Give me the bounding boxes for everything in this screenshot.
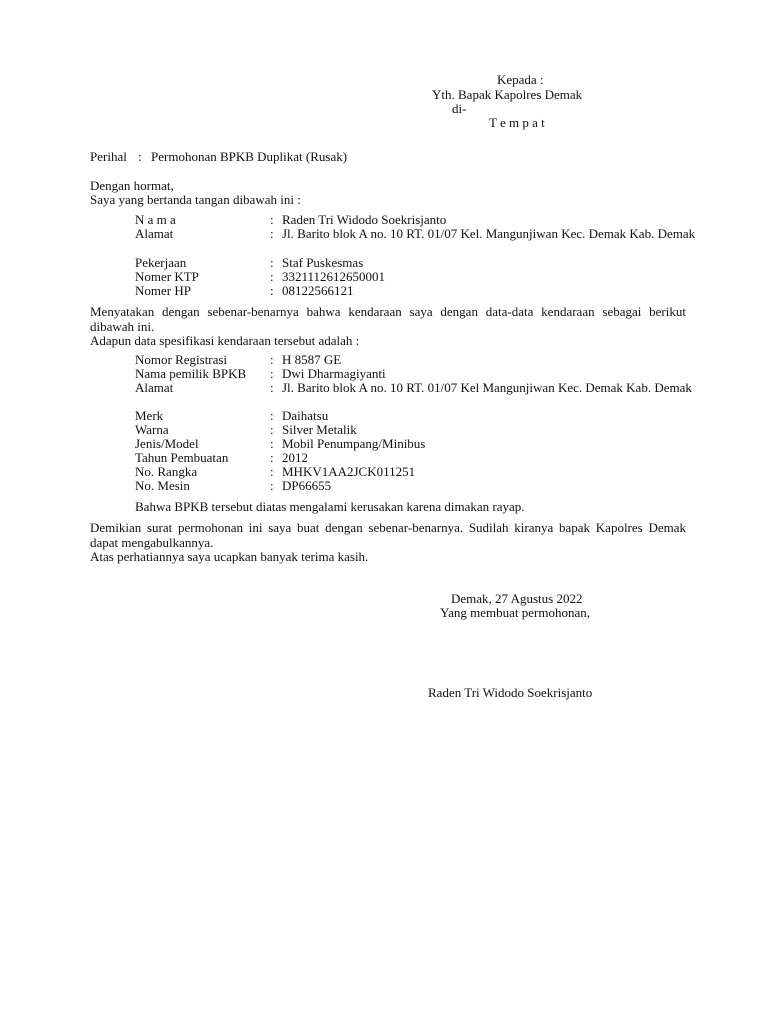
field-label: Pekerjaan — [135, 255, 187, 270]
field-colon: : — [270, 478, 274, 493]
field-value: Jl. Barito blok A no. 10 RT. 01/07 Kel. Mangunjiwan Kec. Demak Kab. Demak — [282, 226, 696, 241]
field-value: DP66655 — [282, 478, 332, 493]
field-value: Dwi Dharmagiyanti — [282, 366, 386, 381]
field-label: N a m a — [135, 212, 176, 227]
field-label: No. Rangka — [135, 464, 198, 479]
perihal-colon: : — [138, 149, 142, 164]
field-label: Jenis/Model — [135, 436, 199, 451]
field-colon: : — [270, 212, 274, 227]
field-value: MHKV1AA2JCK011251 — [282, 464, 416, 479]
field-colon: : — [270, 352, 274, 367]
field-value: Jl. Barito blok A no. 10 RT. 01/07 Kel Mangunjiwan Kec. Demak Kab. Demak — [282, 380, 692, 395]
field-colon: : — [270, 283, 274, 298]
field-colon: : — [270, 255, 274, 270]
field-label: Tahun Pembuatan — [135, 450, 229, 465]
perihal-value: Permohonan BPKB Duplikat (Rusak) — [151, 149, 348, 164]
vehicle-row-alamat — [135, 381, 691, 396]
signature-maker: Yang membuat permohonan, — [440, 605, 590, 620]
field-colon: : — [270, 436, 274, 451]
damage-text: Bahwa BPKB tersebut diatas mengalami kerusakan karena dimakan rayap. — [135, 499, 525, 514]
field-label: Alamat — [135, 380, 174, 395]
recipient-yth: Yth. Bapak Kapolres Demak — [432, 87, 583, 102]
perihal-label: Perihal — [90, 149, 127, 164]
greeting: Dengan hormat, — [90, 178, 174, 193]
recipient-di: di- — [452, 101, 467, 116]
field-colon: : — [270, 226, 274, 241]
field-colon: : — [270, 450, 274, 465]
field-label: Alamat — [135, 226, 174, 241]
applicant-row-alamat — [135, 226, 696, 242]
field-colon: : — [270, 269, 274, 284]
signature-place-date: Demak, 27 Agustus 2022 — [451, 591, 583, 606]
intro-text: Saya yang bertanda tangan dibawah ini : — [90, 192, 301, 207]
field-value: Silver Metalik — [282, 422, 357, 437]
spec-intro: Adapun data spesifikasi kendaraan tersebut adalah : — [90, 333, 360, 348]
field-label: Nomer HP — [135, 283, 191, 298]
field-colon: : — [270, 464, 274, 479]
applicant-row-pekerjaan — [135, 256, 691, 271]
recipient-kepada: Kepada : — [497, 72, 544, 87]
field-value: Daihatsu — [282, 408, 329, 423]
applicant-row-ktp — [135, 270, 691, 285]
field-value: H 8587 GE — [282, 352, 342, 367]
field-colon: : — [270, 380, 274, 395]
field-value: Raden Tri Widodo Soekrisjanto — [282, 212, 447, 227]
signature-name: Raden Tri Widodo Soekrisjanto — [428, 685, 593, 700]
field-label: Nomor Registrasi — [135, 352, 228, 367]
field-label: Nomer KTP — [135, 269, 199, 284]
field-label: Warna — [135, 422, 169, 437]
field-colon: : — [270, 408, 274, 423]
field-label: Merk — [135, 408, 164, 423]
field-value: 2012 — [282, 450, 308, 465]
field-label: No. Mesin — [135, 478, 190, 493]
recipient-tempat: T e m p a t — [489, 115, 545, 130]
field-value: 3321112612650001 — [282, 269, 386, 284]
applicant-row-hp — [135, 284, 691, 299]
field-colon: : — [270, 366, 274, 381]
statement-text: Menyatakan dengan sebenar-benarnya bahwa kendaraan saya dengan data-data kendaraan sebagai berikut dibawah ini. — [90, 304, 686, 334]
field-label: Nama pemilik BPKB — [135, 366, 247, 381]
field-value: 08122566121 — [282, 283, 354, 298]
closing-text: Demikian surat permohonan ini saya buat dengan sebenar-benarnya. Sudilah kiranya bapak Kapolres Demak dapat mengabulkannya. — [90, 520, 686, 550]
field-value: Staf Puskesmas — [282, 255, 364, 270]
field-value: Mobil Penumpang/Minibus — [282, 436, 426, 451]
vehicle-row-mesin — [135, 479, 691, 494]
vehicle-row-rangka — [135, 465, 691, 480]
vehicle-row-merk — [135, 409, 691, 424]
thanks-text: Atas perhatiannya saya ucapkan banyak terima kasih. — [90, 549, 369, 564]
field-colon: : — [270, 422, 274, 437]
